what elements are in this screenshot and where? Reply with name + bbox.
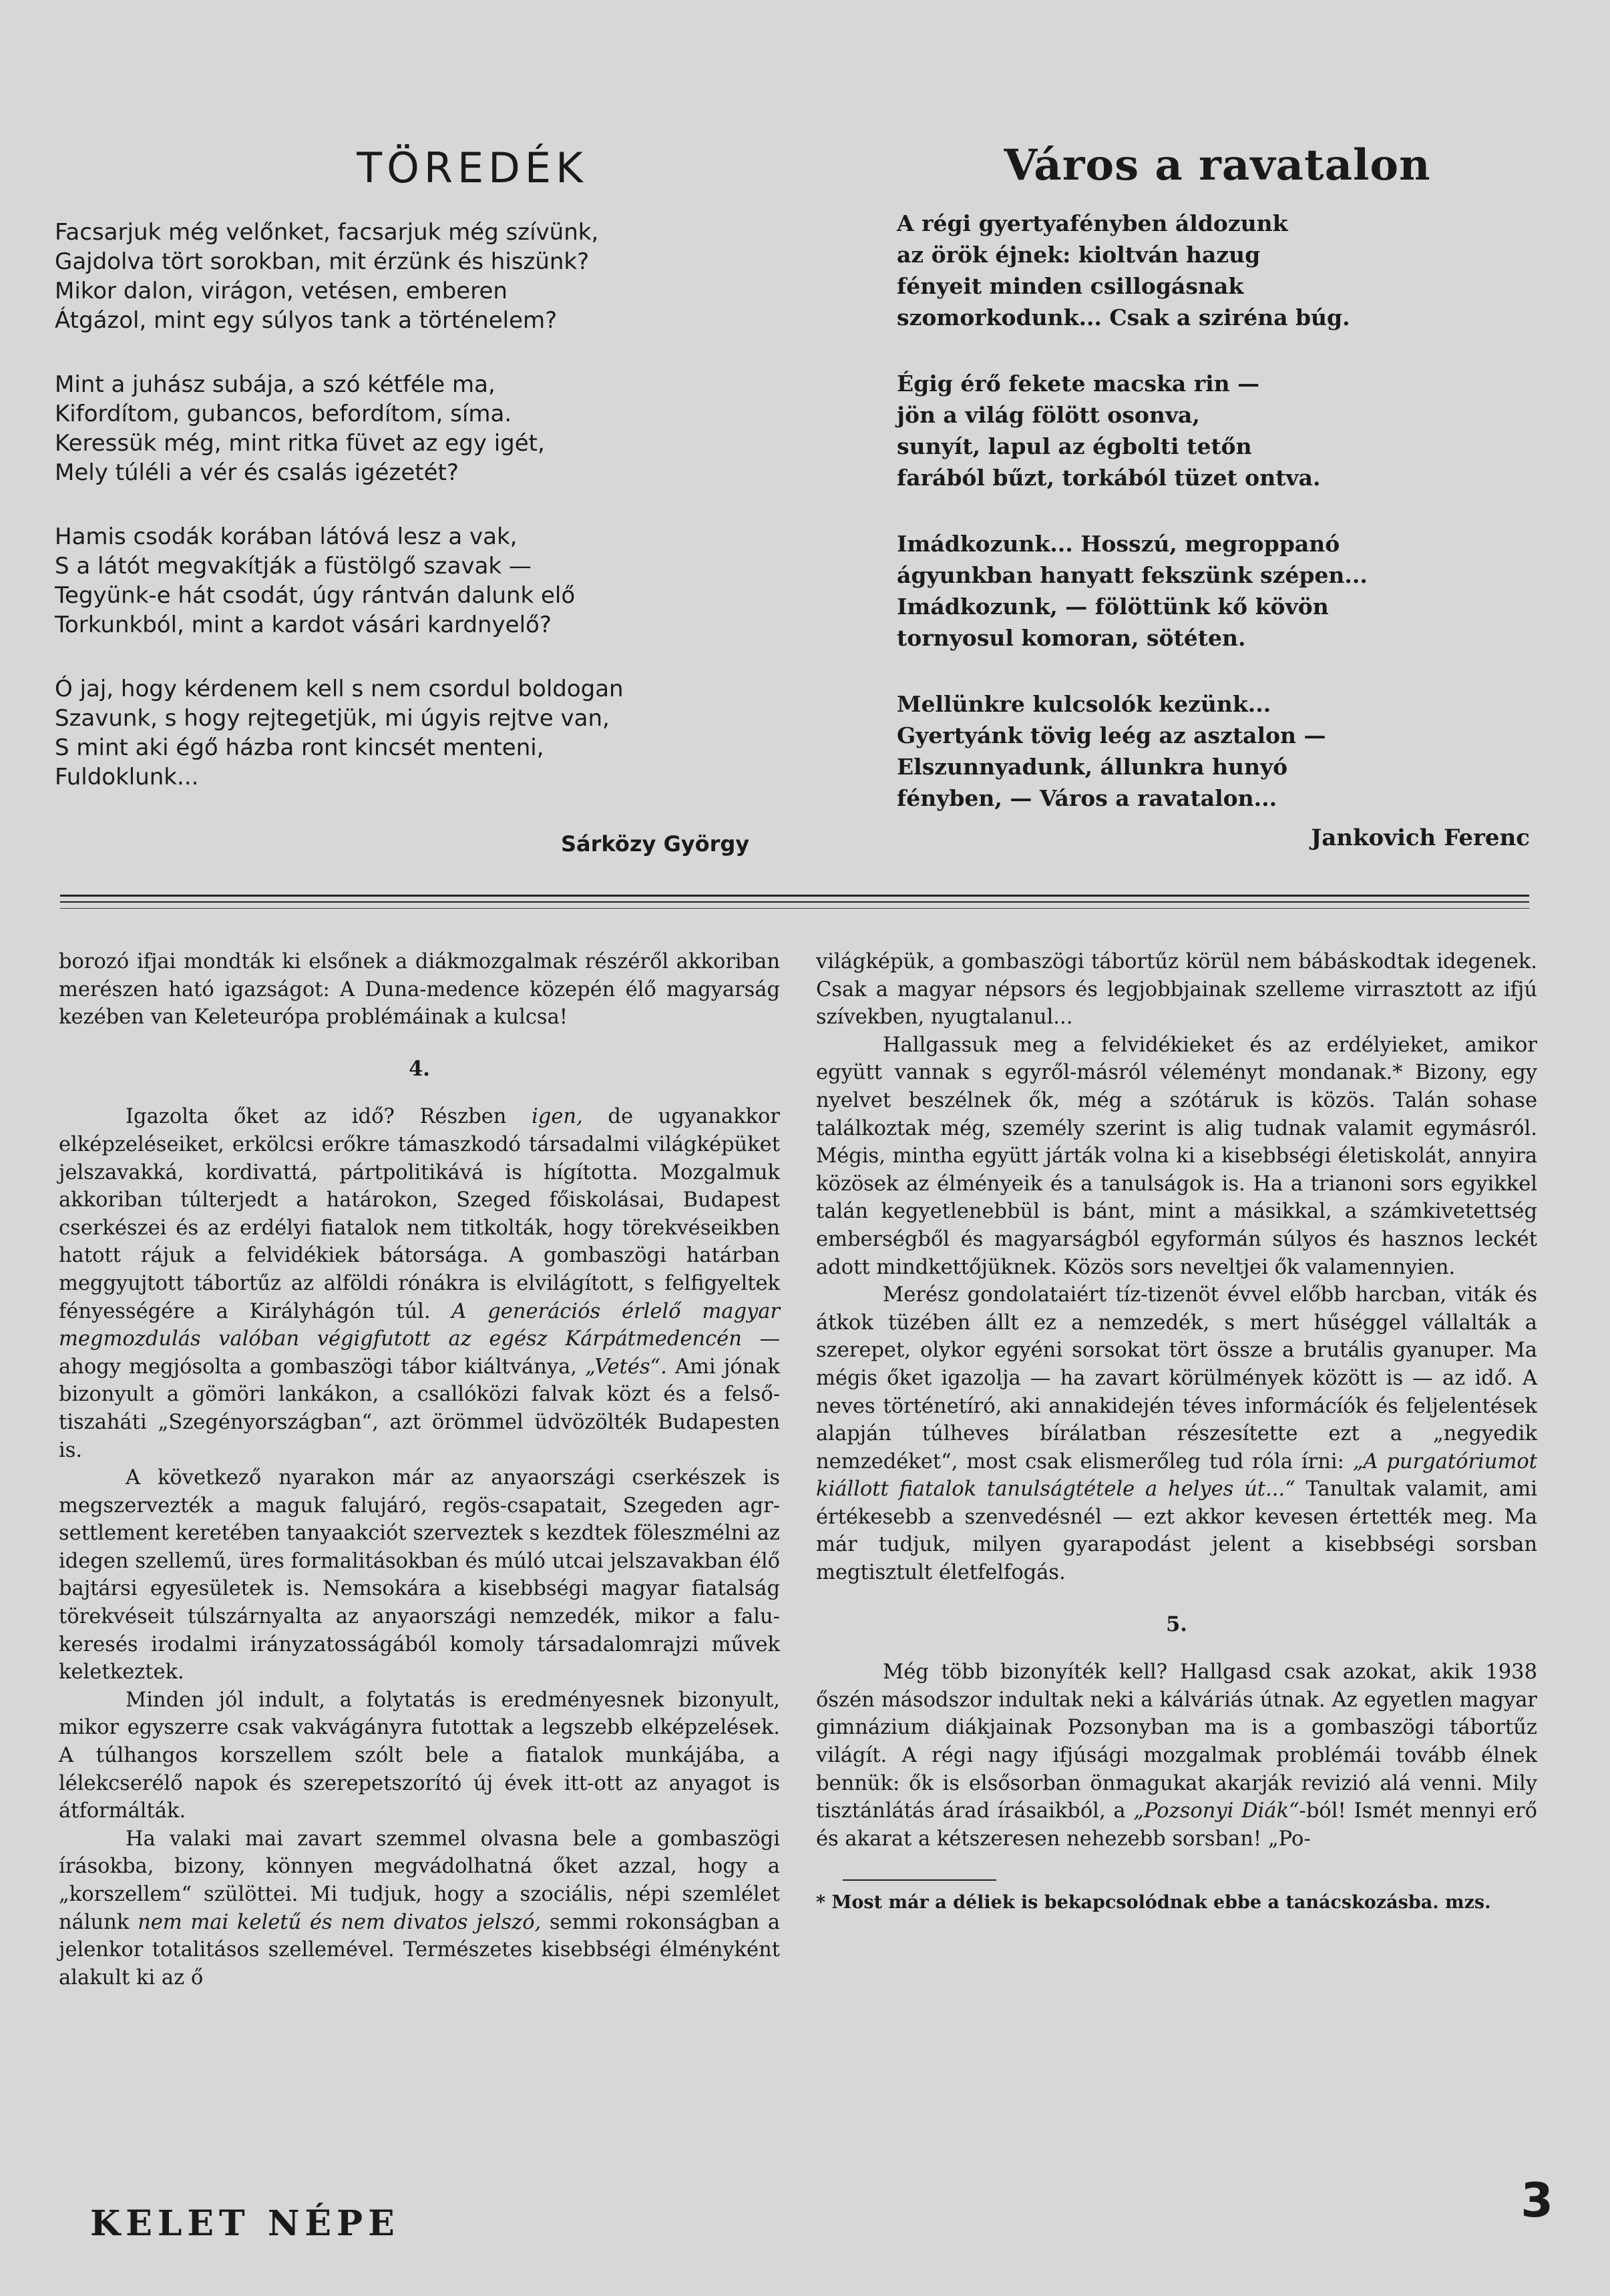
poem-line: Fuldoklunk... <box>55 764 199 790</box>
stanza <box>897 528 1538 654</box>
divider-rule <box>60 901 1529 903</box>
article-column-left <box>59 948 780 1992</box>
poem-line: Keressük még, mint ritka füvet az egy igét, <box>55 430 545 457</box>
paragraph: világképük, a gombaszögi tábortűz körül nem bábáskodtak idegenek. Csak a magyar népsors és legjobbjainak szelleme virrasztott az ifjú szívekben, nyugtalanul... <box>816 950 1537 1029</box>
poem-line: farából bűzt, torkából tüzet ontva. <box>897 465 1321 491</box>
stanza <box>55 674 789 792</box>
paragraph: Még több bizonyíték kell? Hallgasd csak azokat, akik 1938 őszén másodszor indultak neki a kálváriás útnak. Az egyetlen magyar gimnázium diákjainak Pozsonyban ma is a gombaszögi tábortűz világít. A régi nagy ifjúsági mozgalmak problémái tovább élnek bennük: ők is elsősorban önmagukat akarják revizió alá venni. Mily tisztánlátás árad írásaikból, a „Pozsonyi Diák“-ból! Ismét mennyi erő és akarat a kétszeresen nehezebb sorsban! „Po- <box>816 1660 1537 1851</box>
poem-line: sunyít, lapul az égbolti tetőn <box>897 433 1252 459</box>
poem-line: Ó jaj, hogy kérdenem kell s nem csordul boldogan <box>55 676 624 702</box>
poem-line: jön a világ fölött osonva, <box>897 402 1200 428</box>
poem-title: TÖREDÉK <box>357 144 588 192</box>
poem-line: Gyertyánk tövig leég az asztalon — <box>897 722 1326 748</box>
paragraph: Merész gondolataiért tíz-tizenöt évvel előbb harcban, viták és átkok tüzében állt ez a nemzedék, s mert hűséggel vállalták a szerepet, olykor egyéni sorsokat tört össze a brutális gyanuper. Ma mégis őket igazolja — ha zavart körülmények között is — az idő. A neves történetíró, aki annakidején téves informácíók és feljelentések alapján túlheves bírálatban részesítette ezt a „negyedik nemzedéket“, most csak elismerőleg tud róla írni: „A purgatóriumot kiállott fiatalok tanulságtétele a helyes út...“ Tanultak valamit, ami értékesebb a szenvedésnél — ezt akkor kevesen értették meg. Ma már tudjuk, milyen gyarapodást jelent a kisebbségi sorsban megtisztult életfelfogás. <box>816 1283 1537 1585</box>
paragraph: Igazolta őket az idő? Részben igen, de ugyanakkor elképzeléseiket, erkölcsi erőkre támaszkodó társadalmi világképüket jelszavakká, kordivattá, pártpolitikává is hígította. Mozgalmuk akkoriban túlterjedt a határokon, Szeged főiskolásai, Budapest cserkészei és az erdélyi fiatalok nem titkolták, hogy törekvéseikben hatott rájuk a felvidékiek bátorsága. A gombaszögi határban meggyujtott tábortűz az alföldi rónákra is elvilágított, s felfigyeltek fényességére a Királyhágón túl. A generációs érlelő magyar megmozdulás valóban végigfutott az egész Kárpátmedencén — ahogy megjósolta a gombaszögi tábor kiáltványa, „Vetés“. Ami jónak bizonyult a gömöri lankákon, a csallóközi falvak közt és a felső-tiszaháti „Szegényországban“, azt örömmel üdvözölték Budapesten is. <box>59 1105 781 1462</box>
poem-line: Mellünkre kulcsolók kezünk... <box>897 691 1271 717</box>
poem-line: fényben, — Város a ravatalon... <box>897 785 1277 811</box>
stanza <box>897 688 1538 814</box>
poem-line: tornyosul komoran, sötéten. <box>897 625 1246 651</box>
divider-rule <box>60 895 1529 897</box>
stanza <box>55 370 789 487</box>
poem-line: Mikor dalon, virágon, vetésen, emberen <box>55 278 508 304</box>
poem-line: Elszunnyadunk, állunkra hunyó <box>897 754 1288 780</box>
poem-line: Imádkozunk, — fölöttünk kő kövön <box>897 594 1329 620</box>
poem-line: Mint a juhász subája, a szó kétféle ma, <box>55 371 495 398</box>
footnote: * Most már a déliek is bekapcsolódnak ebbe a tanácskozásba. mzs. <box>816 1892 1491 1913</box>
poem-line: Égig érő fekete macska rin — <box>897 371 1260 397</box>
poem-line: A régi gyertyafényben áldozunk <box>897 210 1288 236</box>
poem-title: Város a ravatalon <box>1004 140 1431 190</box>
poem-line: Torkunkból, mint a kardot vásári kardnyelő? <box>55 612 552 638</box>
stanza <box>897 208 1538 333</box>
poem-toredek <box>55 144 789 827</box>
divider-rule <box>60 908 1529 909</box>
poem-line: Mely túléli a vér és csalás igézetét? <box>55 459 459 486</box>
article-column-right <box>816 948 1537 1915</box>
poem-line: S mint aki égő házba ront kincsét menteni, <box>55 734 544 761</box>
poem-line: Átgázol, mint egy súlyos tank a történelem? <box>55 307 558 334</box>
poem-varos-a-ravatalon <box>897 140 1538 849</box>
poem-author: Jankovich Ferenc <box>1311 825 1530 851</box>
paragraph: Minden jól indult, a folytatás is eredményesnek bizonyult, mikor egyszerre csak vakvágányra futottak a legszebb elképzelések. A túlhangos korszellem szólt bele a fiatalok munkájába, a lélekcserélő napok és szerepetszorító új évek itt-ott az anyagot is átformálták. <box>59 1688 780 1823</box>
paragraph: A következő nyarakon már az anyaországi cserkészek is megszervezték a maguk falujáró, regös-csapatait, Szegeden agr-settlement keretében tanyaakciót szerveztek s kezdtek föleszmélni az idegen szellemű, üres formalitásokban és múló utcai jelszavakban élő bajtársi egyesületek is. Nemsokára a kisebbségi magyar fiatalság törekvéseit túlszárnyalta az anyaországi nemzedék, mikor a falu-keresés irodalmi irányzatosságából komoly társadalomrajzi művek keletkeztek. <box>59 1466 780 1684</box>
section-number: 4. <box>409 1056 430 1081</box>
stanza <box>55 522 789 640</box>
stanza <box>55 218 789 335</box>
paragraph: borozó ifjai mondták ki elsőnek a diákmozgalmak részéről akkoriban merészen ható igazságot: A Duna-medence közepén élő magyarság kezében van Keleteurópa problémáinak a kulcsa! <box>59 950 780 1029</box>
poem-line: szomorkodunk... Csak a sziréna búg. <box>897 304 1350 330</box>
magazine-title: KELET NÉPE <box>90 2203 400 2244</box>
paragraph: Hallgassuk meg a felvidékieket és az erdélyieket, amikor együtt vannak s egyről-másról véleményt mondanak.* Bizony, egy nyelvet beszélnek ők, még a szótáruk is közös. Talán sohase találkoztak még, személy szerint is alig tudnak valamit egymásról. Mégis, mintha együtt járták volna ki a kisebbségi életiskolát, annyira közösek az élményeik és a tanulságok is. Ha a trianoni sors egyikkel talán kegyetlenebbül is bánt, mint a másikkal, a számkivetettség emberségből és magyarságból egyformán súlyos és hasznos leckét adott mindkettőjüknek. Közös sors neveltjei ők valamennyien. <box>816 1033 1537 1279</box>
page-number: 3 <box>1521 2173 1553 2228</box>
stanza <box>897 368 1538 493</box>
poem-line: Facsarjuk még velőnket, facsarjuk még szívünk, <box>55 219 599 246</box>
poem-line: Kifordítom, gubancos, befordítom, síma. <box>55 401 512 427</box>
section-number: 5. <box>1166 1612 1187 1636</box>
footnote-rule <box>843 1879 996 1881</box>
poem-line: Hamis csodák korában látóvá lesz a vak, <box>55 523 518 550</box>
poem-line: Gajdolva tört sorokban, mit érzünk és hiszünk? <box>55 248 590 275</box>
poem-author: Sárközy György <box>561 831 750 857</box>
poem-line: az örök éjnek: kioltván hazug <box>897 242 1261 268</box>
paragraph: Ha valaki mai zavart szemmel olvasna bele a gombaszögi írásokba, bizony, könnyen megvádolhatná őket azzal, hogy a „korszellem“ szülöttei. Mi tudjuk, hogy a szociális, népi szemlélet nálunk nem mai keletű és nem divatos jelszó, semmi rokonságban a jelenkor totalitásos szellemével. Természetes kisebbségi élményként alakult ki az ő <box>59 1827 781 1990</box>
poem-line: ágyunkban hanyatt fekszünk szépen... <box>897 562 1368 588</box>
poem-line: Tegyünk-e hát csodát, úgy rántván dalunk elő <box>55 582 576 609</box>
poem-line: S a látót megvakítják a füstölgő szavak — <box>55 553 532 580</box>
poem-line: fényeit minden csillogásnak <box>897 273 1244 299</box>
poem-line: Imádkozunk... Hosszú, megroppanó <box>897 531 1340 557</box>
poem-line: Szavunk, s hogy rejtegetjük, mi úgyis rejtve van, <box>55 705 610 732</box>
